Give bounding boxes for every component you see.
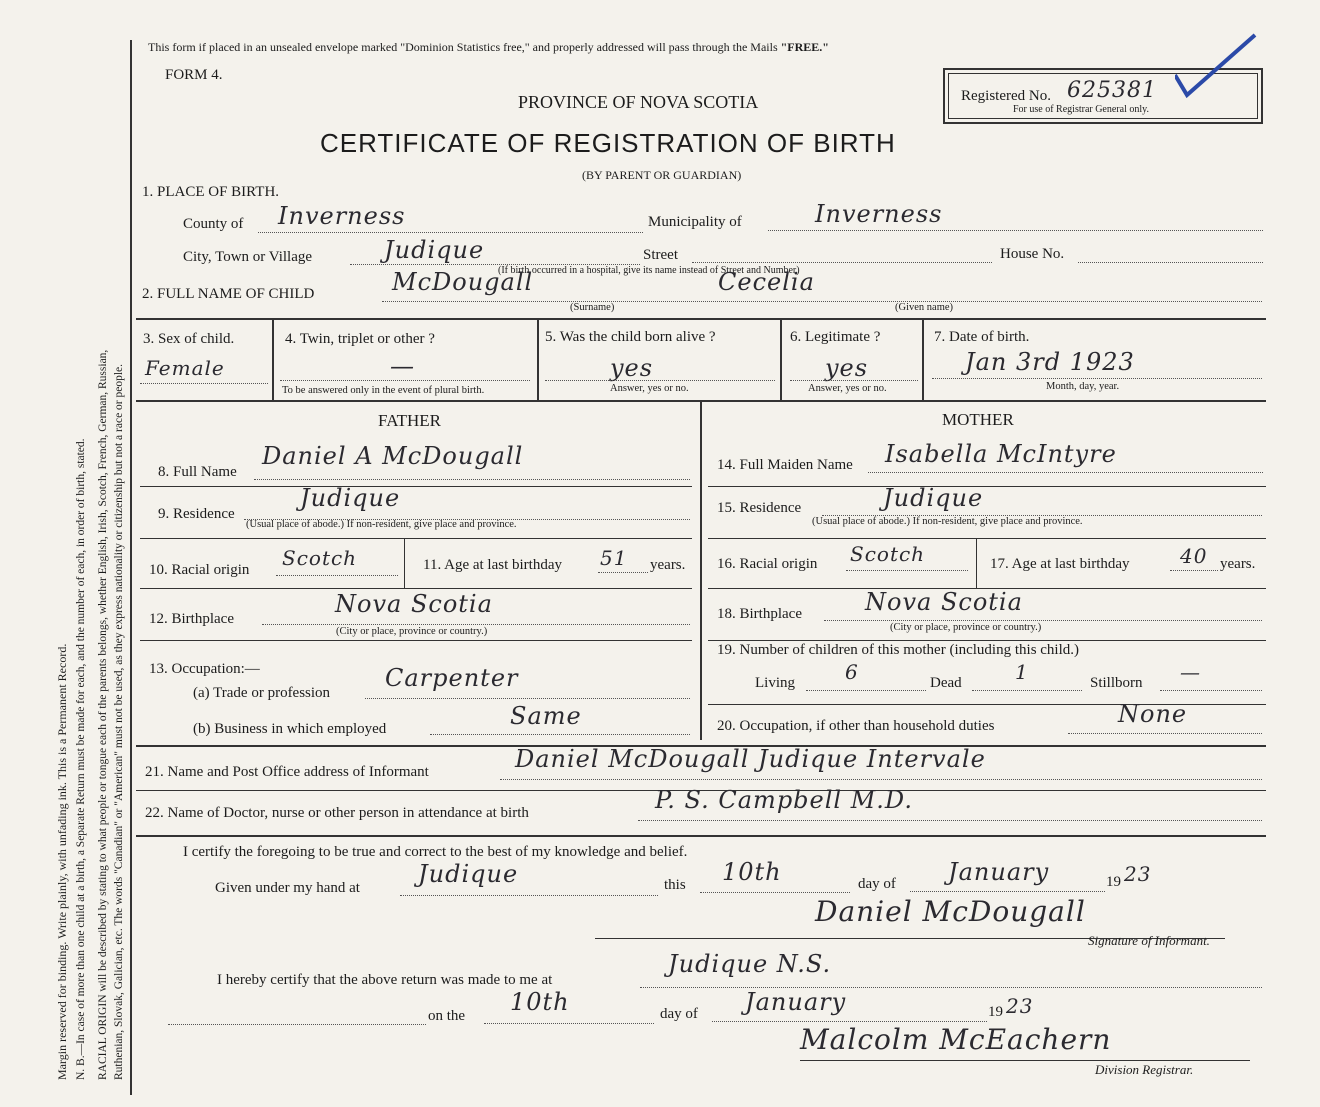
father-heading: FATHER <box>378 411 441 430</box>
father-residence-value: Judique <box>300 484 401 512</box>
doctor-label: 22. Name of Doctor, nurse or other person in attendance at birth <box>145 805 529 821</box>
province-heading: PROVINCE OF NOVA SCOTIA <box>518 92 759 112</box>
form-number: FORM 4. <box>165 67 223 83</box>
municipality-label: Municipality of <box>648 214 742 230</box>
mother-occupation-label: 20. Occupation, if other than household duties <box>717 718 995 734</box>
children-count-label: 19. Number of children of this mother (including this child.) <box>717 642 1080 658</box>
certify-statement: I certify the foregoing to be true and correct to the best of my knowledge and belief. <box>183 844 688 860</box>
side-note-3: RACIAL ORIGIN will be described by stating to what people or tongue each of the parents belongs, whether English, Irish, Scotch, French, German, Russian, <box>97 349 109 1080</box>
child-given-name: Cecelia <box>718 268 815 296</box>
mother-age-label: 17. Age at last birthday <box>990 556 1130 572</box>
county-label: County of <box>183 216 244 232</box>
mother-birthplace-label: 18. Birthplace <box>717 606 802 622</box>
side-note-2: N. B.—In case of more than one child at a birth, a Separate Return must be made for each, and the number of each, in order of birth, stated. <box>75 438 87 1080</box>
check-mark-icon <box>1175 30 1275 110</box>
county-value: Inverness <box>278 202 406 230</box>
city-value: Judique <box>384 236 485 264</box>
dob-value: Jan 3rd 1923 <box>965 348 1135 376</box>
mother-birthplace-value: Nova Scotia <box>865 588 1023 616</box>
father-birthplace-value: Nova Scotia <box>335 590 493 618</box>
registrar-note: For use of Registrar General only. <box>1013 104 1149 115</box>
mother-occupation-value: None <box>1118 700 1188 728</box>
mother-residence-label: 15. Residence <box>717 500 802 516</box>
father-name-value: Daniel A McDougall <box>262 442 524 470</box>
city-label: City, Town or Village <box>183 249 313 265</box>
house-label: House No. <box>1000 246 1065 262</box>
mother-birthplace-note: (City or place, province or country.) <box>890 622 1042 633</box>
certify-year-value: 23 <box>1124 862 1152 886</box>
stillborn-value: — <box>1180 660 1201 684</box>
father-birthplace-label: 12. Birthplace <box>149 611 234 627</box>
registrar-month-value: January <box>745 988 847 1016</box>
alive-yes-no: Answer, yes or no. <box>610 383 689 394</box>
legitimate-value: yes <box>825 354 869 382</box>
twin-label: 4. Twin, triplet or other ? <box>285 331 435 347</box>
child-name-label: 2. FULL NAME OF CHILD <box>142 286 315 302</box>
side-note-1: Margin reserved for binding. Write plainly, with unfading ink. This is a Permanent Record. <box>55 643 69 1080</box>
mother-racial-value: Scotch <box>850 542 926 566</box>
child-surname: McDougall <box>392 268 534 296</box>
registrar-statement: I hereby certify that the above return was made to me at <box>217 972 553 988</box>
signature-caption: Signature of Informant. <box>1088 933 1210 948</box>
certificate-title: CERTIFICATE OF REGISTRATION OF BIRTH <box>320 128 896 158</box>
legitimate-yes-no: Answer, yes or no. <box>808 383 887 394</box>
registered-label: Registered No. <box>961 88 1051 104</box>
father-age-years: years. <box>650 557 686 573</box>
registrar-year-prefix: 19 <box>988 1004 1003 1020</box>
father-occupation-label: 13. Occupation:— <box>149 661 260 677</box>
place-heading: 1. PLACE OF BIRTH. <box>142 184 280 200</box>
dob-caption: Month, day, year. <box>1046 381 1120 392</box>
certify-month-value: January <box>948 858 1050 886</box>
mother-name-value: Isabella McIntyre <box>885 440 1117 468</box>
trade-label: (a) Trade or profession <box>193 685 331 701</box>
registrar-day-of-label: day of <box>660 1006 698 1022</box>
father-name-label: 8. Full Name <box>158 464 237 480</box>
legitimate-label: 6. Legitimate ? <box>790 329 881 345</box>
hospital-note: (If birth occurred in a hospital, give its name instead of Street and Number) <box>498 265 800 276</box>
living-value: 6 <box>845 660 859 684</box>
father-residence-note: (Usual place of abode.) If non-resident, give place and province. <box>246 519 517 530</box>
mother-age-value: 40 <box>1180 544 1208 568</box>
registrar-caption: Division Registrar. <box>1095 1062 1194 1077</box>
certify-place-value: Judique <box>418 860 519 888</box>
dob-label: 7. Date of birth. <box>934 329 1030 345</box>
alive-label: 5. Was the child born alive ? <box>545 329 716 345</box>
certify-day-value: 10th <box>722 858 782 886</box>
certificate-subtitle: (BY PARENT OR GUARDIAN) <box>582 168 742 182</box>
father-age-label: 11. Age at last birthday <box>423 557 562 573</box>
business-value: Same <box>510 702 582 730</box>
business-label: (b) Business in which employed <box>193 721 387 737</box>
registered-number: 625381 <box>1067 78 1157 103</box>
margin-line <box>130 40 132 1095</box>
stillborn-label: Stillborn <box>1090 675 1143 691</box>
municipality-value: Inverness <box>815 200 943 228</box>
registrar-year-value: 23 <box>1006 994 1034 1018</box>
informant-label: 21. Name and Post Office address of Informant <box>145 764 429 780</box>
father-birthplace-note: (City or place, province or country.) <box>336 626 488 637</box>
certify-year-prefix: 19 <box>1106 874 1121 890</box>
side-note-4: Ruthenian, Slovak, Galician, etc. The words "Canadian" or "American" must not be used, as they express nationality or citizenship but not a race or people. <box>113 363 125 1080</box>
registrar-day-value: 10th <box>510 988 570 1016</box>
informant-value: Daniel McDougall Judique Intervale <box>515 745 986 773</box>
given-name-caption: (Given name) <box>895 302 954 313</box>
mother-heading: MOTHER <box>942 410 1014 429</box>
postal-free: "FREE." <box>780 40 829 54</box>
living-label: Living <box>755 675 795 691</box>
registrar-place-value: Judique N.S. <box>668 950 832 978</box>
surname-caption: (Surname) <box>570 302 615 313</box>
father-racial-label: 10. Racial origin <box>149 562 250 578</box>
dead-label: Dead <box>930 675 962 691</box>
doctor-value: P. S. Campbell M.D. <box>655 786 913 814</box>
father-racial-value: Scotch <box>282 546 358 570</box>
informant-signature: Daniel McDougall <box>815 895 1086 928</box>
parents-divider <box>700 400 702 740</box>
alive-value: yes <box>610 354 654 382</box>
trade-value: Carpenter <box>385 664 519 692</box>
sex-label: 3. Sex of child. <box>143 331 235 347</box>
street-label: Street <box>643 247 678 263</box>
postal-note: This form if placed in an unsealed envelope marked "Dominion Statistics free," and properly addressed will pass through the Mails <box>148 40 778 54</box>
given-label: Given under my hand at <box>215 880 360 896</box>
twin-value: — <box>390 352 415 380</box>
registrar-on-the-label: on the <box>428 1008 466 1024</box>
certify-this-label: this <box>664 877 686 893</box>
mother-racial-label: 16. Racial origin <box>717 556 818 572</box>
dead-value: 1 <box>1015 660 1029 684</box>
father-age-value: 51 <box>600 546 628 570</box>
twin-note: To be answered only in the event of plural birth. <box>282 385 485 396</box>
mother-name-label: 14. Full Maiden Name <box>717 457 853 473</box>
registrar-signature: Malcolm McEachern <box>800 1023 1112 1056</box>
mother-age-years: years. <box>1220 556 1256 572</box>
father-residence-label: 9. Residence <box>158 506 235 522</box>
mother-residence-note: (Usual place of abode.) If non-resident, give place and province. <box>812 516 1083 527</box>
sex-value: Female <box>145 356 225 380</box>
mother-residence-value: Judique <box>883 484 984 512</box>
certify-day-of-label: day of <box>858 876 896 892</box>
